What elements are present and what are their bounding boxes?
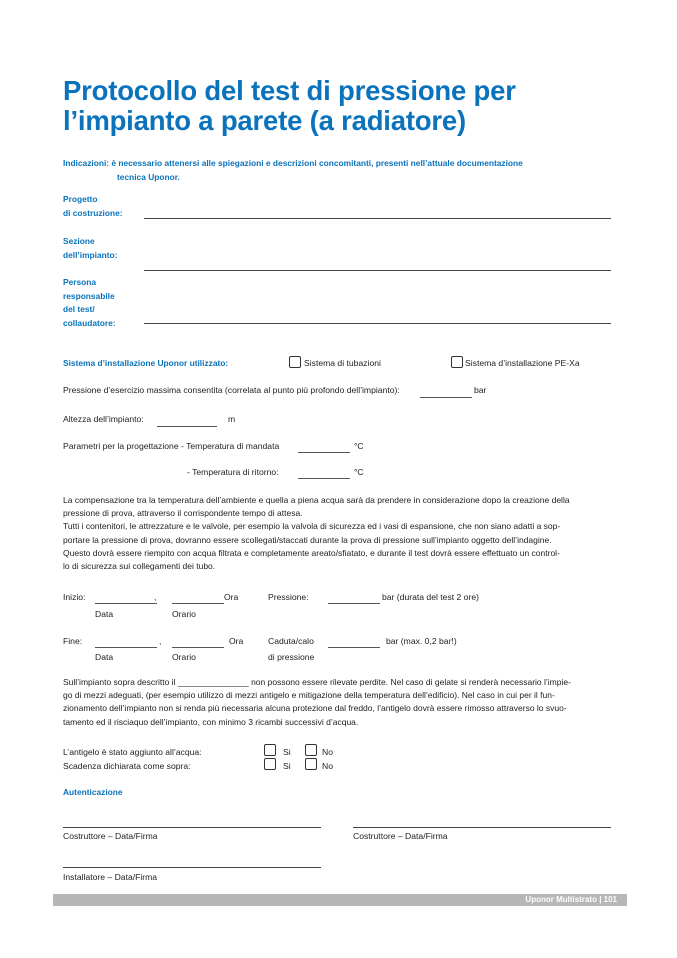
- paragraph2-line: zionamento dell’impianto non si renda più necessaria alcuna protezione dal freddo, l’antigelo dovrà essere rimosso attraverso lo svuo-: [63, 703, 567, 714]
- footer-bar: [53, 894, 627, 906]
- pressione-text: bar (durata del test 2 ore): [382, 592, 479, 602]
- inizio-data-caption: Data: [95, 609, 114, 619]
- fine-data-field[interactable]: [95, 647, 157, 648]
- sistema-pexa-label: Sistema d’installazione PE-Xa: [465, 358, 580, 368]
- sezione-label: [63, 235, 117, 262]
- temp-mandata-field[interactable]: [298, 452, 350, 453]
- page-title: [63, 76, 623, 136]
- sezione-label-1: Sezione: [63, 236, 95, 246]
- paragraph1-line: lo di sicurezza sui collegamenti dei tubo.: [63, 561, 216, 572]
- fine-comma: ,: [159, 636, 162, 646]
- sezione-label-2: dell’impianto:: [63, 249, 118, 260]
- sistema-tubazioni-checkbox[interactable]: [289, 356, 301, 368]
- antigelo-si-checkbox[interactable]: [264, 744, 276, 756]
- inizio-data-field[interactable]: [95, 603, 157, 604]
- costruttore-signature-line-2[interactable]: [353, 827, 611, 828]
- inizio-ora-field[interactable]: [172, 603, 224, 604]
- inizio-comma: ,: [154, 592, 157, 602]
- persona-label-3: del test/: [63, 304, 95, 314]
- scadenza-si-checkbox[interactable]: [264, 758, 276, 770]
- pressione-field[interactable]: [328, 603, 380, 604]
- persona-label-1: Persona: [63, 277, 97, 287]
- temp-ritorno-label: - Temperatura di ritorno:: [187, 467, 279, 477]
- caduta-label-2: di pressione: [268, 652, 315, 662]
- paragraph2-line: Sull’impianto sopra descritto il _______________ non possono essere rilevate perdite. Nel caso di gelate si renderà necessario l’impie-: [63, 677, 571, 687]
- progetto-label-2: di costruzione:: [63, 207, 123, 218]
- progetto-field[interactable]: [144, 218, 611, 219]
- caduta-field[interactable]: [328, 647, 380, 648]
- indicazioni-line-1: Indicazioni: è necessario attenersi alle spiegazioni e descrizioni concomitanti, presenti nell’attuale documentazione: [63, 158, 523, 168]
- antigelo-no-checkbox[interactable]: [305, 744, 317, 756]
- persona-label-4: collaudatore:: [63, 317, 116, 328]
- altezza-field[interactable]: [157, 426, 217, 427]
- installatore-signature-label: Installatore – Data/Firma: [63, 872, 158, 882]
- installatore-signature-line[interactable]: [63, 867, 321, 868]
- scadenza-no-checkbox[interactable]: [305, 758, 317, 770]
- autenticazione-heading: Autenticazione: [63, 787, 123, 797]
- fine-orario-caption: Orario: [172, 652, 196, 662]
- paragraph1-line: Tutti i contenitori, le attrezzature e le valvole, per esempio la valvola di sicurezza ed i vasi di espansione, che non siano adatti a sop-: [63, 521, 561, 532]
- pressione-max-field[interactable]: [420, 397, 472, 398]
- fine-data-caption: Data: [95, 652, 114, 662]
- progetto-label-1: Progetto: [63, 194, 98, 204]
- antigelo-paragraph: [63, 676, 615, 729]
- scadenza-no-label: No: [322, 761, 333, 771]
- antigelo-no-label: No: [322, 747, 333, 757]
- sistema-tubazioni-label: Sistema di tubazioni: [304, 358, 381, 368]
- paragraph2-line: tamento ed il risciaquo dell’impianto, con minimo 3 ricambi successivi d’acqua.: [63, 716, 359, 727]
- pressione-max-label: Pressione d’esercizio massima consentita (correlata al punto più profondo dell’impianto):: [63, 385, 400, 395]
- persona-label-2: responsabile: [63, 290, 115, 301]
- sistema-label: Sistema d’installazione Uponor utilizzato:: [63, 358, 229, 368]
- sezione-field[interactable]: [144, 270, 611, 271]
- caduta-label: [268, 635, 314, 664]
- pressione-max-unit: bar: [474, 385, 487, 395]
- inizio-label: Inizio:: [63, 592, 86, 602]
- paragraph1-line: Questo dovrà essere riempito con acqua filtrata e completamente areato/sfiatato, e durante il test dovrà essere effettuato un control-: [63, 547, 560, 558]
- scadenza-si-label: Si: [283, 761, 291, 771]
- inizio-orario-caption: Orario: [172, 609, 196, 619]
- pressione-label: Pressione:: [268, 592, 309, 602]
- caduta-label-1: Caduta/calo: [268, 636, 314, 646]
- title-line-1: Protocollo del test di pressione per: [63, 75, 516, 106]
- scadenza-label: Scadenza dichiarata come sopra:: [63, 761, 191, 771]
- temp-mandata-unit: °C: [354, 441, 364, 451]
- fine-label: Fine:: [63, 636, 83, 646]
- paragraph1-line: pressione di prova, attraverso il corrispondente tempo di attesa.: [63, 508, 303, 519]
- persona-field[interactable]: [144, 323, 611, 324]
- paragraph1-line: portare la pressione di prova, dovranno essere scollegati/staccati durante la prova di pressione sull’impianto oggetto dell’indagine.: [63, 534, 552, 545]
- footer-text: Uponor Multistrato | 101: [525, 895, 617, 904]
- title-line-2: l’impianto a parete (a radiatore): [63, 105, 466, 136]
- inizio-ora-label: Ora: [224, 592, 239, 602]
- antigelo-si-label: Si: [283, 747, 291, 757]
- temp-ritorno-field[interactable]: [298, 478, 350, 479]
- costruttore-signature-label-1: Costruttore – Data/Firma: [63, 831, 158, 841]
- caduta-text: bar (max. 0,2 bar!): [386, 636, 457, 646]
- parametri-label: Parametri per la progettazione - Temperatura di mandata: [63, 441, 280, 451]
- antigelo-label: L’antigelo è stato aggiunto all’acqua:: [63, 747, 202, 757]
- progetto-label: [63, 193, 123, 220]
- sistema-pexa-checkbox[interactable]: [451, 356, 463, 368]
- altezza-label: Altezza dell’impianto:: [63, 414, 144, 424]
- paragraph2-line: go di mezzi adeguati, (per esempio utilizzo di mezzi antigelo e mitigazione della temperatura dell’edificio). Nel caso in cui per il fun-: [63, 690, 555, 701]
- persona-label: [63, 276, 116, 330]
- indicazioni-note: [63, 157, 623, 184]
- fine-ora-label: Ora: [229, 636, 244, 646]
- indicazioni-line-2: tecnica Uponor.: [117, 171, 180, 182]
- instructions-paragraph: [63, 494, 615, 573]
- fine-ora-field[interactable]: [172, 647, 224, 648]
- costruttore-signature-label-2: Costruttore – Data/Firma: [353, 831, 448, 841]
- altezza-unit: m: [228, 414, 236, 424]
- temp-ritorno-unit: °C: [354, 467, 364, 477]
- costruttore-signature-line-1[interactable]: [63, 827, 321, 828]
- paragraph1-line: La compensazione tra la temperatura dell’ambiente e quella a piena acqua sarà da prendere in considerazione dopo la creazione della: [63, 495, 570, 505]
